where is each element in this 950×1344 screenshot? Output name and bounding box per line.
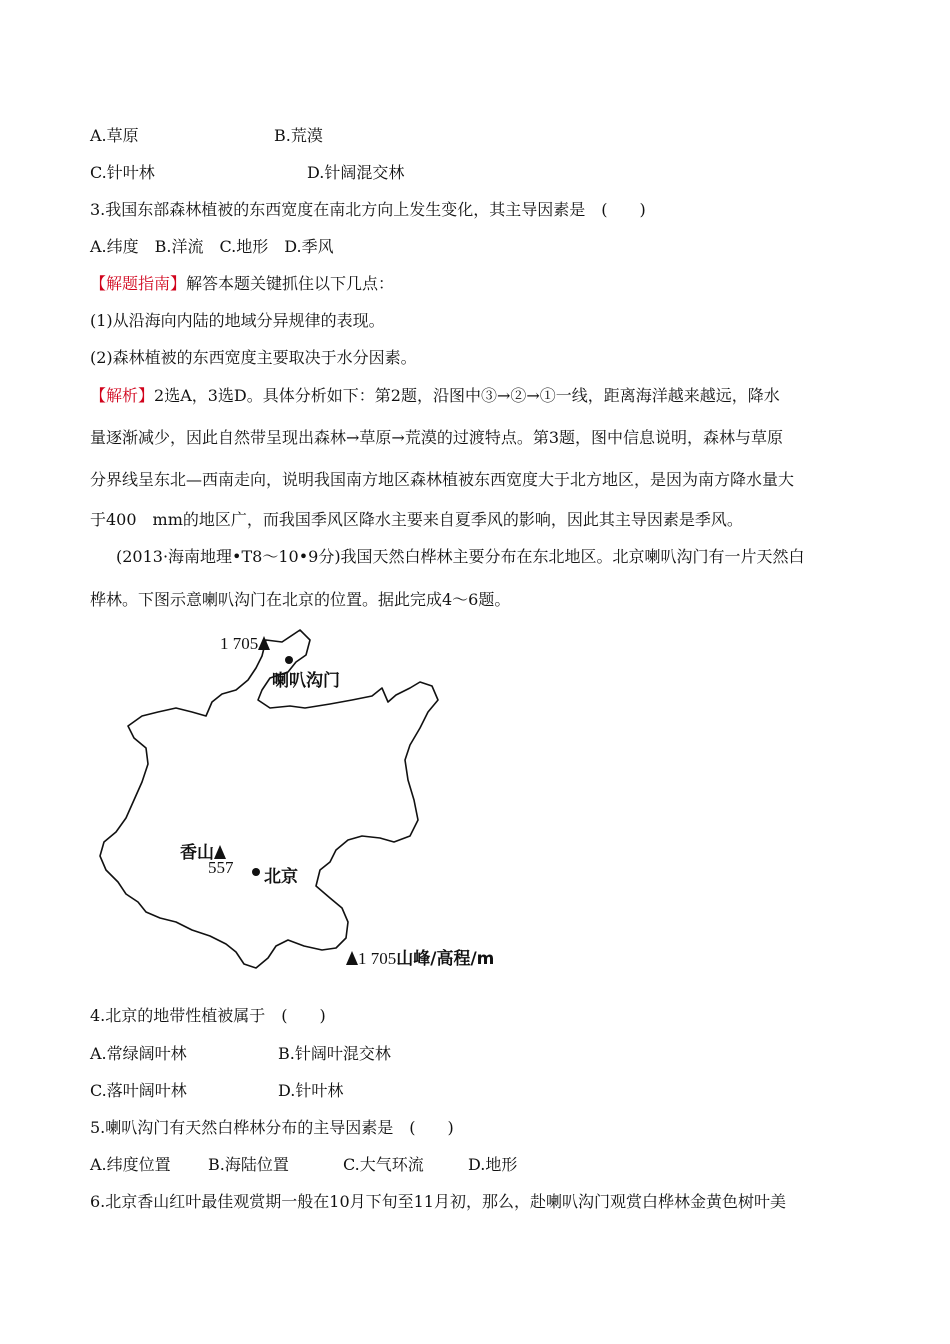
analysis-label: 【解析】 bbox=[90, 386, 155, 405]
xiangshan-elevation: 557 bbox=[208, 858, 234, 877]
q4-option-c: C.落叶阔叶林 bbox=[90, 1081, 187, 1100]
q5-stem: 5.喇叭沟门有天然白桦林分布的主导因素是 ( ) bbox=[90, 1118, 454, 1137]
analysis-line-2: 量逐渐减少，因此自然带呈现出森林→草原→荒漠的过渡特点。第3题，图中信息说明，森林与草原 bbox=[90, 428, 783, 447]
xiangshan-name: 香山 bbox=[180, 843, 214, 863]
beijing-dot bbox=[252, 868, 260, 876]
q4-option-d: D.针叶林 bbox=[278, 1081, 344, 1100]
q5-option-c: C.大气环流 bbox=[343, 1155, 424, 1174]
analysis-line-4: 于400 mm的地区广，而我国季风区降水主要来自夏季风的影响，因此其主导因素是季风。 bbox=[90, 510, 743, 529]
legend-text: 山峰/高程/m bbox=[396, 949, 495, 969]
intro-line-2: 桦林。下图示意喇叭沟门在北京的位置。据此完成4～6题。 bbox=[90, 590, 511, 609]
peak1-label bbox=[220, 634, 270, 654]
q6-stem: 6.北京香山红叶最佳观赏期一般在10月下旬至11月初，那么，赴喇叭沟门观赏白桦林金黄色树叶美 bbox=[90, 1192, 786, 1211]
q4-stem: 4.北京的地带性植被属于 ( ) bbox=[90, 1006, 326, 1025]
peak-triangle-icon bbox=[258, 636, 270, 650]
q4-option-b: B.针阔叶混交林 bbox=[278, 1044, 391, 1063]
guide-label: 【解题指南】 bbox=[90, 274, 187, 293]
guide-point-2: (2)森林植被的东西宽度主要取决于水分因素。 bbox=[90, 348, 417, 367]
analysis-line-3: 分界线呈东北—西南走向，说明我国南方地区森林植被东西宽度大于北方地区，是因为南方降水量大 bbox=[90, 470, 795, 489]
q4-option-a: A.常绿阔叶林 bbox=[90, 1044, 187, 1063]
q2-option-c: C.针叶林 bbox=[90, 163, 155, 182]
xiangshan-label bbox=[180, 838, 226, 863]
analysis-text-1: 2选A，3选D。具体分析如下：第2题，沿图中③→②→①一线，距离海洋越来越远，降水 bbox=[154, 386, 780, 405]
q3-options: A.纬度 B.洋流 C.地形 D.季风 bbox=[90, 237, 334, 256]
analysis-line-1 bbox=[90, 386, 780, 406]
legend-value: 1 705 bbox=[358, 949, 397, 968]
q5-option-b: B.海陆位置 bbox=[208, 1155, 289, 1174]
q5-option-d: D.地形 bbox=[468, 1155, 518, 1174]
beijing-label: 北京 bbox=[264, 867, 298, 887]
map-legend bbox=[346, 944, 494, 969]
q2-option-d: D.针阔混交林 bbox=[307, 163, 405, 182]
guide-point-1: (1)从沿海向内陆的地域分异规律的表现。 bbox=[90, 311, 385, 330]
legend-triangle-icon bbox=[346, 951, 358, 965]
labagoumen-dot bbox=[285, 656, 293, 664]
peak-triangle-icon bbox=[214, 845, 226, 859]
guide-line bbox=[90, 274, 394, 294]
peak1-elevation: 1 705 bbox=[220, 634, 259, 653]
q2-option-b: B.荒漠 bbox=[274, 126, 323, 145]
intro-line-1: (2013·海南地理•T8～10•9分)我国天然白桦林主要分布在东北地区。北京喇叭沟门有一片天然白 bbox=[116, 547, 805, 566]
labagoumen-label: 喇叭沟门 bbox=[272, 671, 340, 691]
q2-option-a: A.草原 bbox=[90, 126, 139, 145]
q3-stem: 3.我国东部森林植被的东西宽度在南北方向上发生变化，其主导因素是 ( ) bbox=[90, 200, 646, 219]
beijing-boundary bbox=[100, 630, 438, 968]
guide-text: 解答本题关键抓住以下几点： bbox=[186, 274, 395, 293]
q5-option-a: A.纬度位置 bbox=[90, 1155, 171, 1174]
